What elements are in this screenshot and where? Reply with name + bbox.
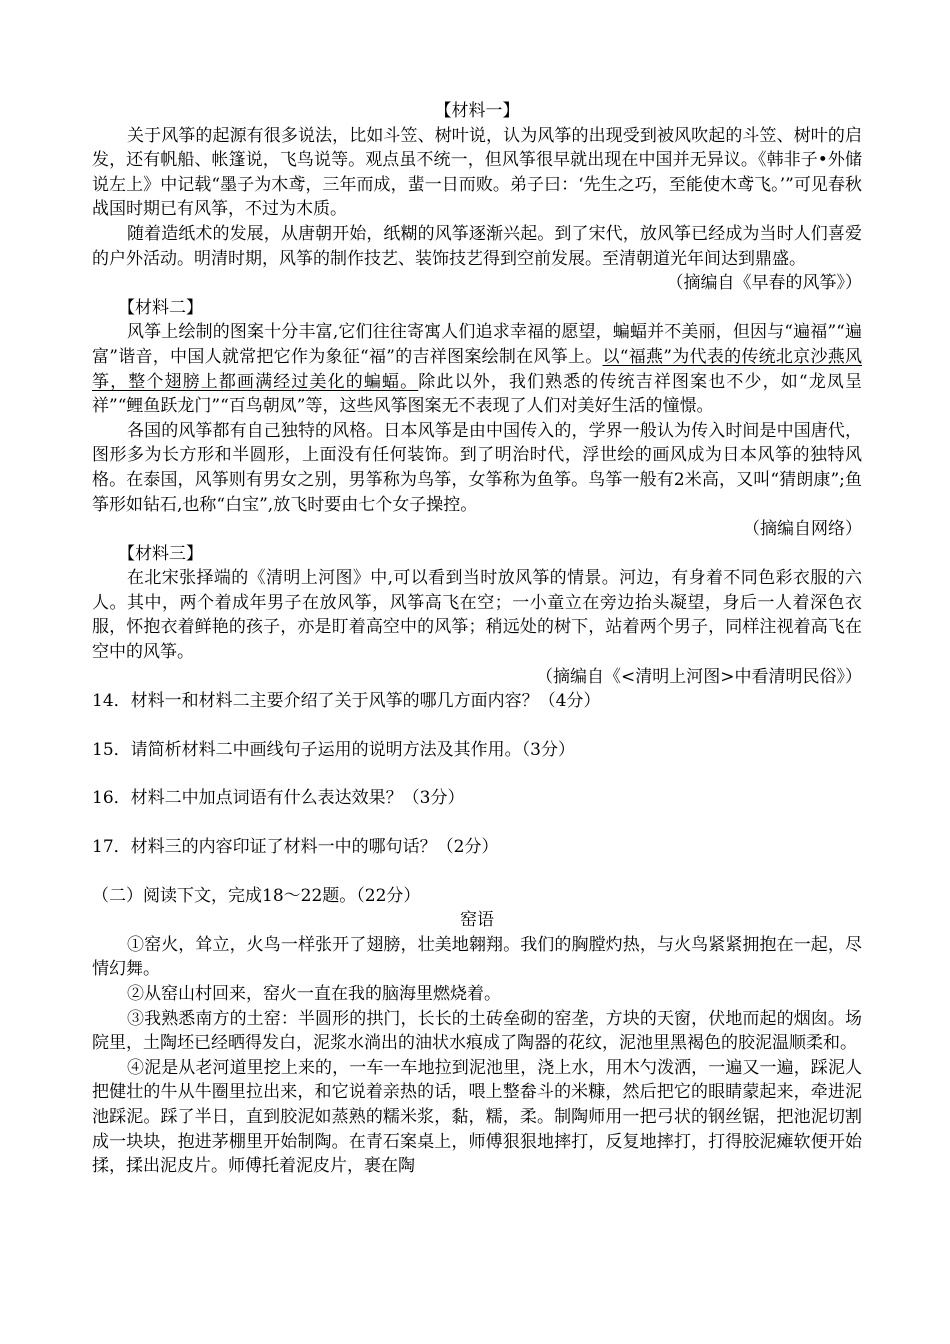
material1-heading: 【材料一】 xyxy=(434,101,520,121)
material3-paragraph-1: 在北宋张择端的《清明上河图》中,可以看到当时放风筝的情景。河边，有身着不同色彩衣服的六人。其中，两个着成年男子在放风筝，风筝高飞在空；一小童立在旁边抬头凝望，身后一人着深色衣服，怀抱衣着鲜艳的孩子，亦是盯着高空中的风筝；稍远处的树下，站着两个男子，同样注视着高飞在空中的风筝。 xyxy=(92,568,862,663)
section-2-intro: （二）阅读下文，完成18～22题。（22分） xyxy=(92,885,421,906)
material2-paragraph-1 xyxy=(92,320,862,418)
passage-title: 窑语 xyxy=(460,910,494,931)
question-17: 17．材料三的内容印证了材料一中的哪句话？（2分） xyxy=(92,837,499,858)
material3-heading: 【材料三】 xyxy=(118,543,203,564)
material2-source: （摘编自网络） xyxy=(743,519,862,540)
passage-paragraph-2: ②从窑山村回来，窑火一直在我的脑海里燃烧着。 xyxy=(127,984,501,1004)
material3-source: （摘编自《<清明上河图>中看清明民俗》） xyxy=(536,666,862,687)
material2-text-before: 风筝上绘制的图案十分丰富,它们往往寄寓人们追求幸福的愿望，蝙蝠并不美丽，但因与“遍福”“遍富”谐音，中国人就常把它作为象征“福”的吉祥图案绘制在风筝上。 xyxy=(92,322,862,367)
question-14: 14．材料一和材料二主要介绍了关于风筝的哪几方面内容？（4分） xyxy=(92,691,601,712)
underlined-sentence: 以“福燕”为代表的传统北京沙燕风筝，整个翅膀上都画满经过美化的蝙蝠。 xyxy=(92,346,862,392)
answer-space xyxy=(92,714,862,738)
passage-paragraph-3: ③我熟悉南方的土窑：半圆形的拱门，长长的土砖垒砌的窑垄，方块的天窗，伏地而起的烟囱。场院里，土陶坯已经晒得发白，泥浆水淌出的油状水痕成了陶器的花纹，泥池里黑褐色的胶泥温顺柔和。 xyxy=(92,1008,862,1054)
material1-paragraph-1: 关于风筝的起源有很多说法，比如斗笠、树叶说，认为风筝的出现受到被风吹起的斗笠、树叶的启发，还有帆船、帐篷说，飞鸟说等。观点虽不统一，但风筝很早就出现在中国并无异议。《韩非子•外储说左上》中记载“墨子为木鸢，三年而成，蜚一日而败。弟子曰：‘先生之巧，至能使木鸢飞。’”可见春秋战国时期已有风筝，不过为木质。 xyxy=(92,125,862,220)
reading-passage xyxy=(92,99,862,1179)
passage-paragraph-4: ④泥是从老河道里挖上来的，一车一车地拉到泥池里，浇上水，用木勺泼洒，一遍又一遍，踩泥人把健壮的牛从牛圈里拉出来，和它说着亲热的话，喂上整畚斗的米糠，然后把它的眼睛蒙起来，牵进泥池踩泥。踩了半日，直到胶泥如蒸熟的糯米浆，黏，糯，柔。制陶师用一把弓状的钢丝锯，把池泥切割成一块块，抱进茅棚里开始制陶。在青石案桌上，师傅狠狠地摔打，反复地摔打，打得胶泥瘫软便开始揉，揉出泥皮片。师傅托着泥皮片，裹在陶 xyxy=(92,1057,862,1177)
question-15: 15．请简析材料二中画线句子运用的说明方法及其作用。（3分） xyxy=(92,739,575,760)
material2-paragraph-2: 各国的风筝都有自己独特的风格。日本风筝是由中国传入的，学界一般认为传入时间是中国唐代，图形多为长方形和半圆形，上面没有任何装饰。到了明治时代，浮世绘的画风成为日本风筝的独特风格。在泰国，风筝则有男女之别，男筝称为鸟筝，女筝称为鱼筝。鸟筝一般有2米高，又叫“猜朗康”;鱼筝形如钻石,也称“白宝”,放飞时要由七个女子操控。 xyxy=(92,420,862,515)
material1-paragraph-2: 随着造纸术的发展，从唐朝开始，纸糊的风筝逐渐兴起。到了宋代，放风筝已经成为当时人们喜爱的户外活动。明清时期，风筝的制作技艺、装饰技艺得到空前发展。至清朝道光年间达到鼎盛。 xyxy=(92,223,862,269)
question-16: 16．材料二中加点词语有什么表达效果？（3分） xyxy=(92,788,465,809)
material2-heading: 【材料二】 xyxy=(118,297,203,318)
answer-space xyxy=(92,860,862,884)
material2-text-after: 除此以外，我们熟悉的传统吉祥图案也不少，如“龙凤呈祥”“鲤鱼跃龙门”“百鸟朝凤”等，这些风筝图案无不表现了人们对美好生活的憧憬。 xyxy=(92,371,862,417)
answer-space xyxy=(92,811,862,835)
answer-space xyxy=(92,762,862,786)
material1-source: （摘编自《早春的风筝》） xyxy=(666,273,862,294)
passage-paragraph-1: ①窑火，耸立，火鸟一样张开了翅膀，壮美地翱翔。我们的胸膛灼热，与火鸟紧紧拥抱在一起，尽情幻舞。 xyxy=(92,934,862,980)
